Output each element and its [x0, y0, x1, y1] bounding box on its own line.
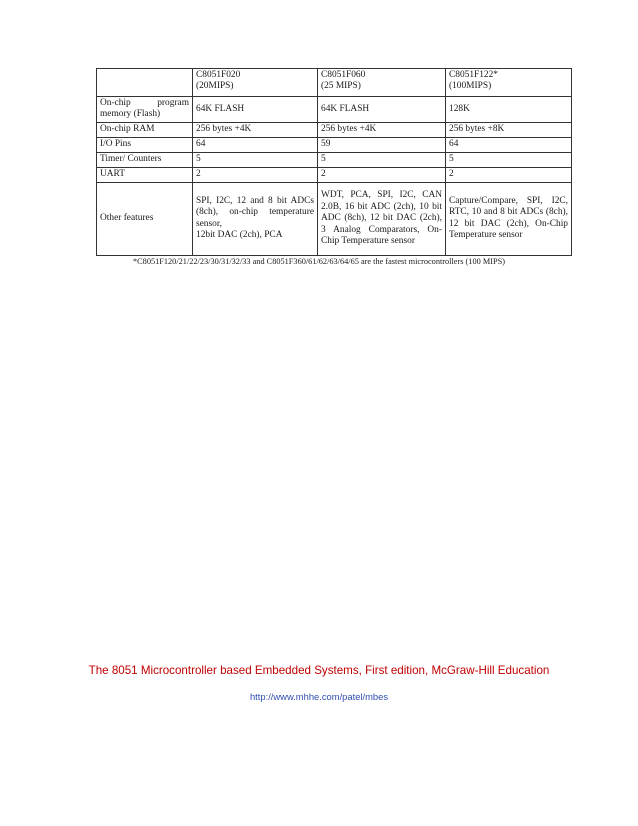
table-cell: 64K FLASH — [193, 97, 318, 123]
table-cell: 256 bytes +4K — [193, 122, 318, 137]
book-credit: The 8051 Microcontroller based Embedded Systems, First edition, McGraw-Hill Education — [88, 664, 550, 677]
table-cell: 256 bytes +8K — [446, 122, 572, 137]
table-cell: 256 bytes +4K — [318, 122, 446, 137]
header-cell-c8051f122: C8051F122* (100MIPS) — [446, 69, 572, 97]
table-header-row — [97, 69, 572, 97]
table-row — [97, 167, 572, 182]
table-row — [97, 122, 572, 137]
table-footnote: *C8051F120/21/22/23/30/31/32/33 and C8051F360/61/62/63/64/65 are the fastest microcontrollers (100 MIPS) — [133, 257, 505, 266]
row-label-io-pins: I/O Pins — [97, 137, 193, 152]
table-cell: 64K FLASH — [318, 97, 446, 123]
table-cell: 5 — [318, 152, 446, 167]
table-cell: 2 — [193, 167, 318, 182]
table-cell: SPI, I2C, 12 and 8 bit ADCs (8ch), on-chip temperature sensor, 12bit DAC (2ch), PCA — [193, 182, 318, 255]
table-cell: 5 — [446, 152, 572, 167]
row-label-flash: On-chip program memory (Flash) — [97, 97, 193, 123]
table-row — [97, 97, 572, 123]
header-cell-c8051f020: C8051F020 (20MIPS) — [193, 69, 318, 97]
table-cell: 64 — [193, 137, 318, 152]
table-cell: 59 — [318, 137, 446, 152]
table-row — [97, 137, 572, 152]
table-cell: 5 — [193, 152, 318, 167]
table-cell: 64 — [446, 137, 572, 152]
table-cell: 2 — [318, 167, 446, 182]
row-label-other-features: Other features — [97, 182, 193, 255]
header-cell-empty — [97, 69, 193, 97]
table-row — [97, 152, 572, 167]
table-row — [97, 182, 572, 255]
table-cell: 128K — [446, 97, 572, 123]
book-url-link[interactable]: http://www.mhhe.com/patel/mbes — [249, 691, 389, 702]
comparison-table — [96, 68, 572, 256]
row-label-ram: On-chip RAM — [97, 122, 193, 137]
table-cell: WDT, PCA, SPI, I2C, CAN 2.0B, 16 bit ADC (2ch), 10 bit ADC (8ch), 12 bit DAC (2ch), 3 Analog Comparators, On-Chip Temperature sensor — [318, 182, 446, 255]
row-label-uart: UART — [97, 167, 193, 182]
header-cell-c8051f060: C8051F060 (25 MIPS) — [318, 69, 446, 97]
row-label-timers: Timer/ Counters — [97, 152, 193, 167]
table-cell: 2 — [446, 167, 572, 182]
table-cell: Capture/Compare, SPI, I2C, RTC, 10 and 8 bit ADCs (8ch), 12 bit DAC (2ch), On-Chip Temperature sensor — [446, 182, 572, 255]
